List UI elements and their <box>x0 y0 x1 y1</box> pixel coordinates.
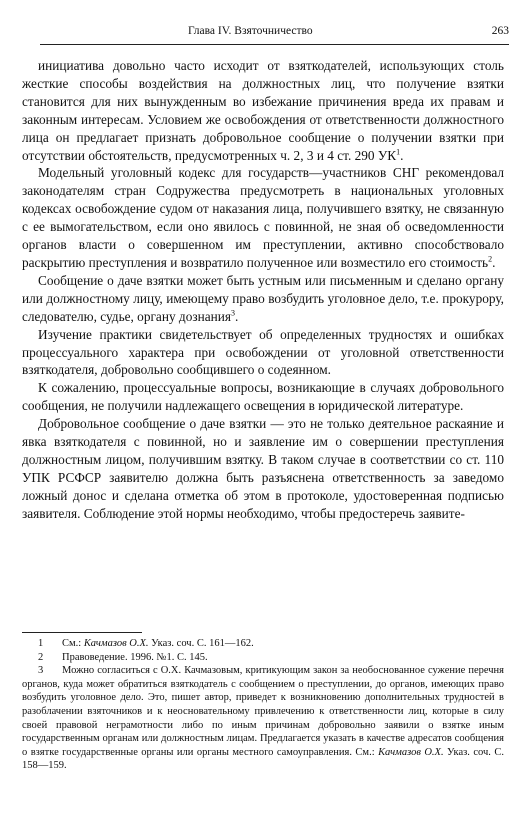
paragraph-text: Сообщение о даче взятки может быть устным или письменным и сделано органу или должностному лицу, имеющему право возбудить уголовное дело, т.е. прокурору, следователю, судье, органу дознания <box>22 272 504 324</box>
footnote-ref: 2 <box>488 254 493 264</box>
paragraph <box>22 164 504 271</box>
paragraph <box>22 326 504 380</box>
footnote <box>22 637 504 651</box>
footnote-divider <box>22 632 142 633</box>
paragraph-text: К сожалению, процессуальные вопросы, возникающие в случаях добровольного сообщения, не получили надлежащего освещения в юридической литературе. <box>22 380 504 414</box>
footnote-text: Правоведение. 1996. №1. С. 145. <box>62 651 208 663</box>
footnote-mark: 1 <box>38 638 44 649</box>
paragraph-text: Изучение практики свидетельствует об определенных трудностях и ошибках процессуального характера при освобождении от уголовной ответственности взяткодателя, добровольно сообщившего о содеянном. <box>22 326 504 378</box>
footnote-mark: 3 <box>38 665 44 677</box>
main-text <box>22 57 504 523</box>
footnote-ref: 1 <box>396 147 401 157</box>
footnote-prefix: См.: <box>62 638 84 649</box>
footnote-tail: Указ. соч. С. 158—159. <box>22 746 505 772</box>
paragraph-text: Модельный уголовный кодекс для государств—участников СНГ рекомендовал законодателям стран Содружества предусмотреть в национальных уголовных кодексах освобождение судом от наказания лица, получившего взятку, не связанную с ее вымогательством, если оно явилось с повинной, не зная об осведомленности органов власти о совершенном им преступлении, активно способствовало раскрытию преступления и возвратило полученное или возместило его стоимость <box>22 165 504 270</box>
paragraph-tail: . <box>492 254 496 270</box>
paragraph <box>22 272 504 326</box>
chapter-title: Глава IV. Взяточничество <box>188 25 313 37</box>
paragraph-text: Добровольное сообщение о даче взятки — это не только деятельное раскаяние и явка взяткодателя с повинной, но и заявление им о совершении преступления должностным лицом, получившим взятку. В таком случае в соответствии со ст. 110 УПК РСФСР заявителю должна быть разъяснена ответственность за заведомо ложный донос и сделана отметка об этом в протоколе, удостоверенная подписью заявителя. Соблюдение этой нормы необходимо, чтобы предостеречь заявите- <box>22 416 504 521</box>
paragraph-tail: . <box>234 308 239 324</box>
paragraph-text: инициатива довольно часто исходит от взяткодателей, использующих столь жесткие способы воздействия на должностных лиц, что получение взятки становится для них вынужденным во избежание причинения вреда их правам и законным интересам. Условием же освобождения от ответственности должностного лица он предлагает признать добровольное сообщение о получении взятки при отсутствии обстоятельств, предусмотренных ч. 2, 3 и 4 ст. 290 УК <box>22 58 504 163</box>
paragraph-tail: . <box>400 147 404 163</box>
paragraph <box>22 415 504 522</box>
footnote-author: Качмазов О.Х. <box>378 746 444 758</box>
footnote-text: Указ. соч. С. 161—162. <box>148 638 254 649</box>
footnote <box>22 664 504 773</box>
footnotes <box>22 637 504 773</box>
footnote-ref: 3 <box>230 308 235 318</box>
footnote-author: Качмазов О.Х. <box>83 638 149 649</box>
footnote-text: Можно согласиться с О.Х. Качмазовым, критикующим закон за необоснованное сужение перечня органов, куда может обратиться взяткодатель с сообщением о преступлении, до органов, имеющих право возбудить уголовное дело. Это, пишет автор, приведет к возникновению дополнительных трудностей в разоблачении взяточников и к неосновательному привлечению к ответственности лиц, которые в силу своей правовой неграмотности либо по иным причинам добровольно заявили о взятке иным государственным органам или должностным лицам. Предлагается указать в качестве адресатов сообщения о взятке государственные органы или органы местного самоуправления. См.: <box>22 665 504 758</box>
page-number: 263 <box>491 25 509 37</box>
paragraph <box>22 379 504 415</box>
footnote <box>22 651 504 665</box>
paragraph <box>22 57 504 164</box>
footnote-mark: 2 <box>38 651 44 663</box>
running-header <box>40 22 509 45</box>
